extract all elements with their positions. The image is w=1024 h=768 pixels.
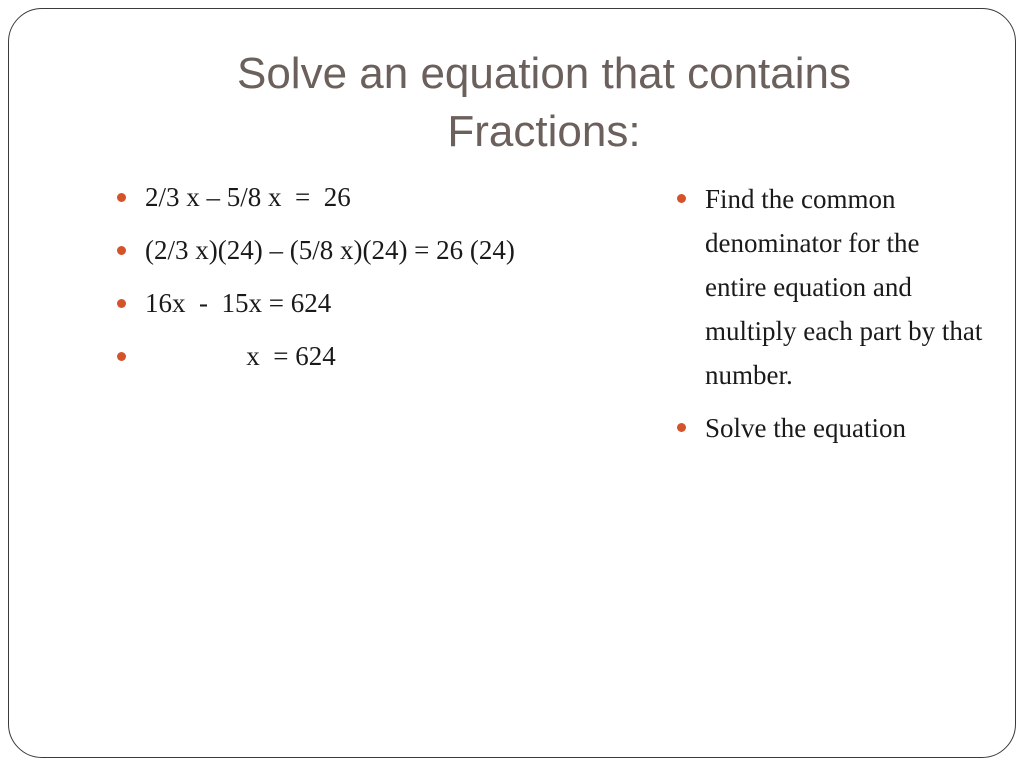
list-item xyxy=(117,177,657,217)
bullet-icon xyxy=(117,352,126,361)
instruction-2: Solve the equation xyxy=(705,413,906,443)
bullet-icon xyxy=(117,246,126,255)
equation-step-3: 16x - 15x = 624 xyxy=(145,288,332,318)
list-item xyxy=(677,406,987,450)
list-item xyxy=(117,336,657,376)
instruction-1: Find the common denominator for the entire equation and multiply each part by that number. xyxy=(705,184,983,390)
equation-step-2: (2/3 x)(24) – (5/8 x)(24) = 26 (24) xyxy=(145,235,515,265)
list-item xyxy=(117,283,657,323)
bullet-icon xyxy=(677,423,686,432)
bullet-icon xyxy=(677,194,686,203)
slide-title xyxy=(109,45,979,161)
slide xyxy=(8,8,1016,758)
instructions-list xyxy=(677,177,987,459)
equation-steps-list xyxy=(117,177,657,389)
equation-step-4: x = 624 xyxy=(145,341,336,371)
list-item xyxy=(117,230,657,270)
bullet-icon xyxy=(117,193,126,202)
title-line-1: Solve an equation that contains xyxy=(236,49,851,98)
equation-step-1: 2/3 x – 5/8 x = 26 xyxy=(145,182,351,212)
title-line-2: Fractions: xyxy=(447,107,641,156)
list-item xyxy=(677,177,987,397)
bullet-icon xyxy=(117,299,126,308)
